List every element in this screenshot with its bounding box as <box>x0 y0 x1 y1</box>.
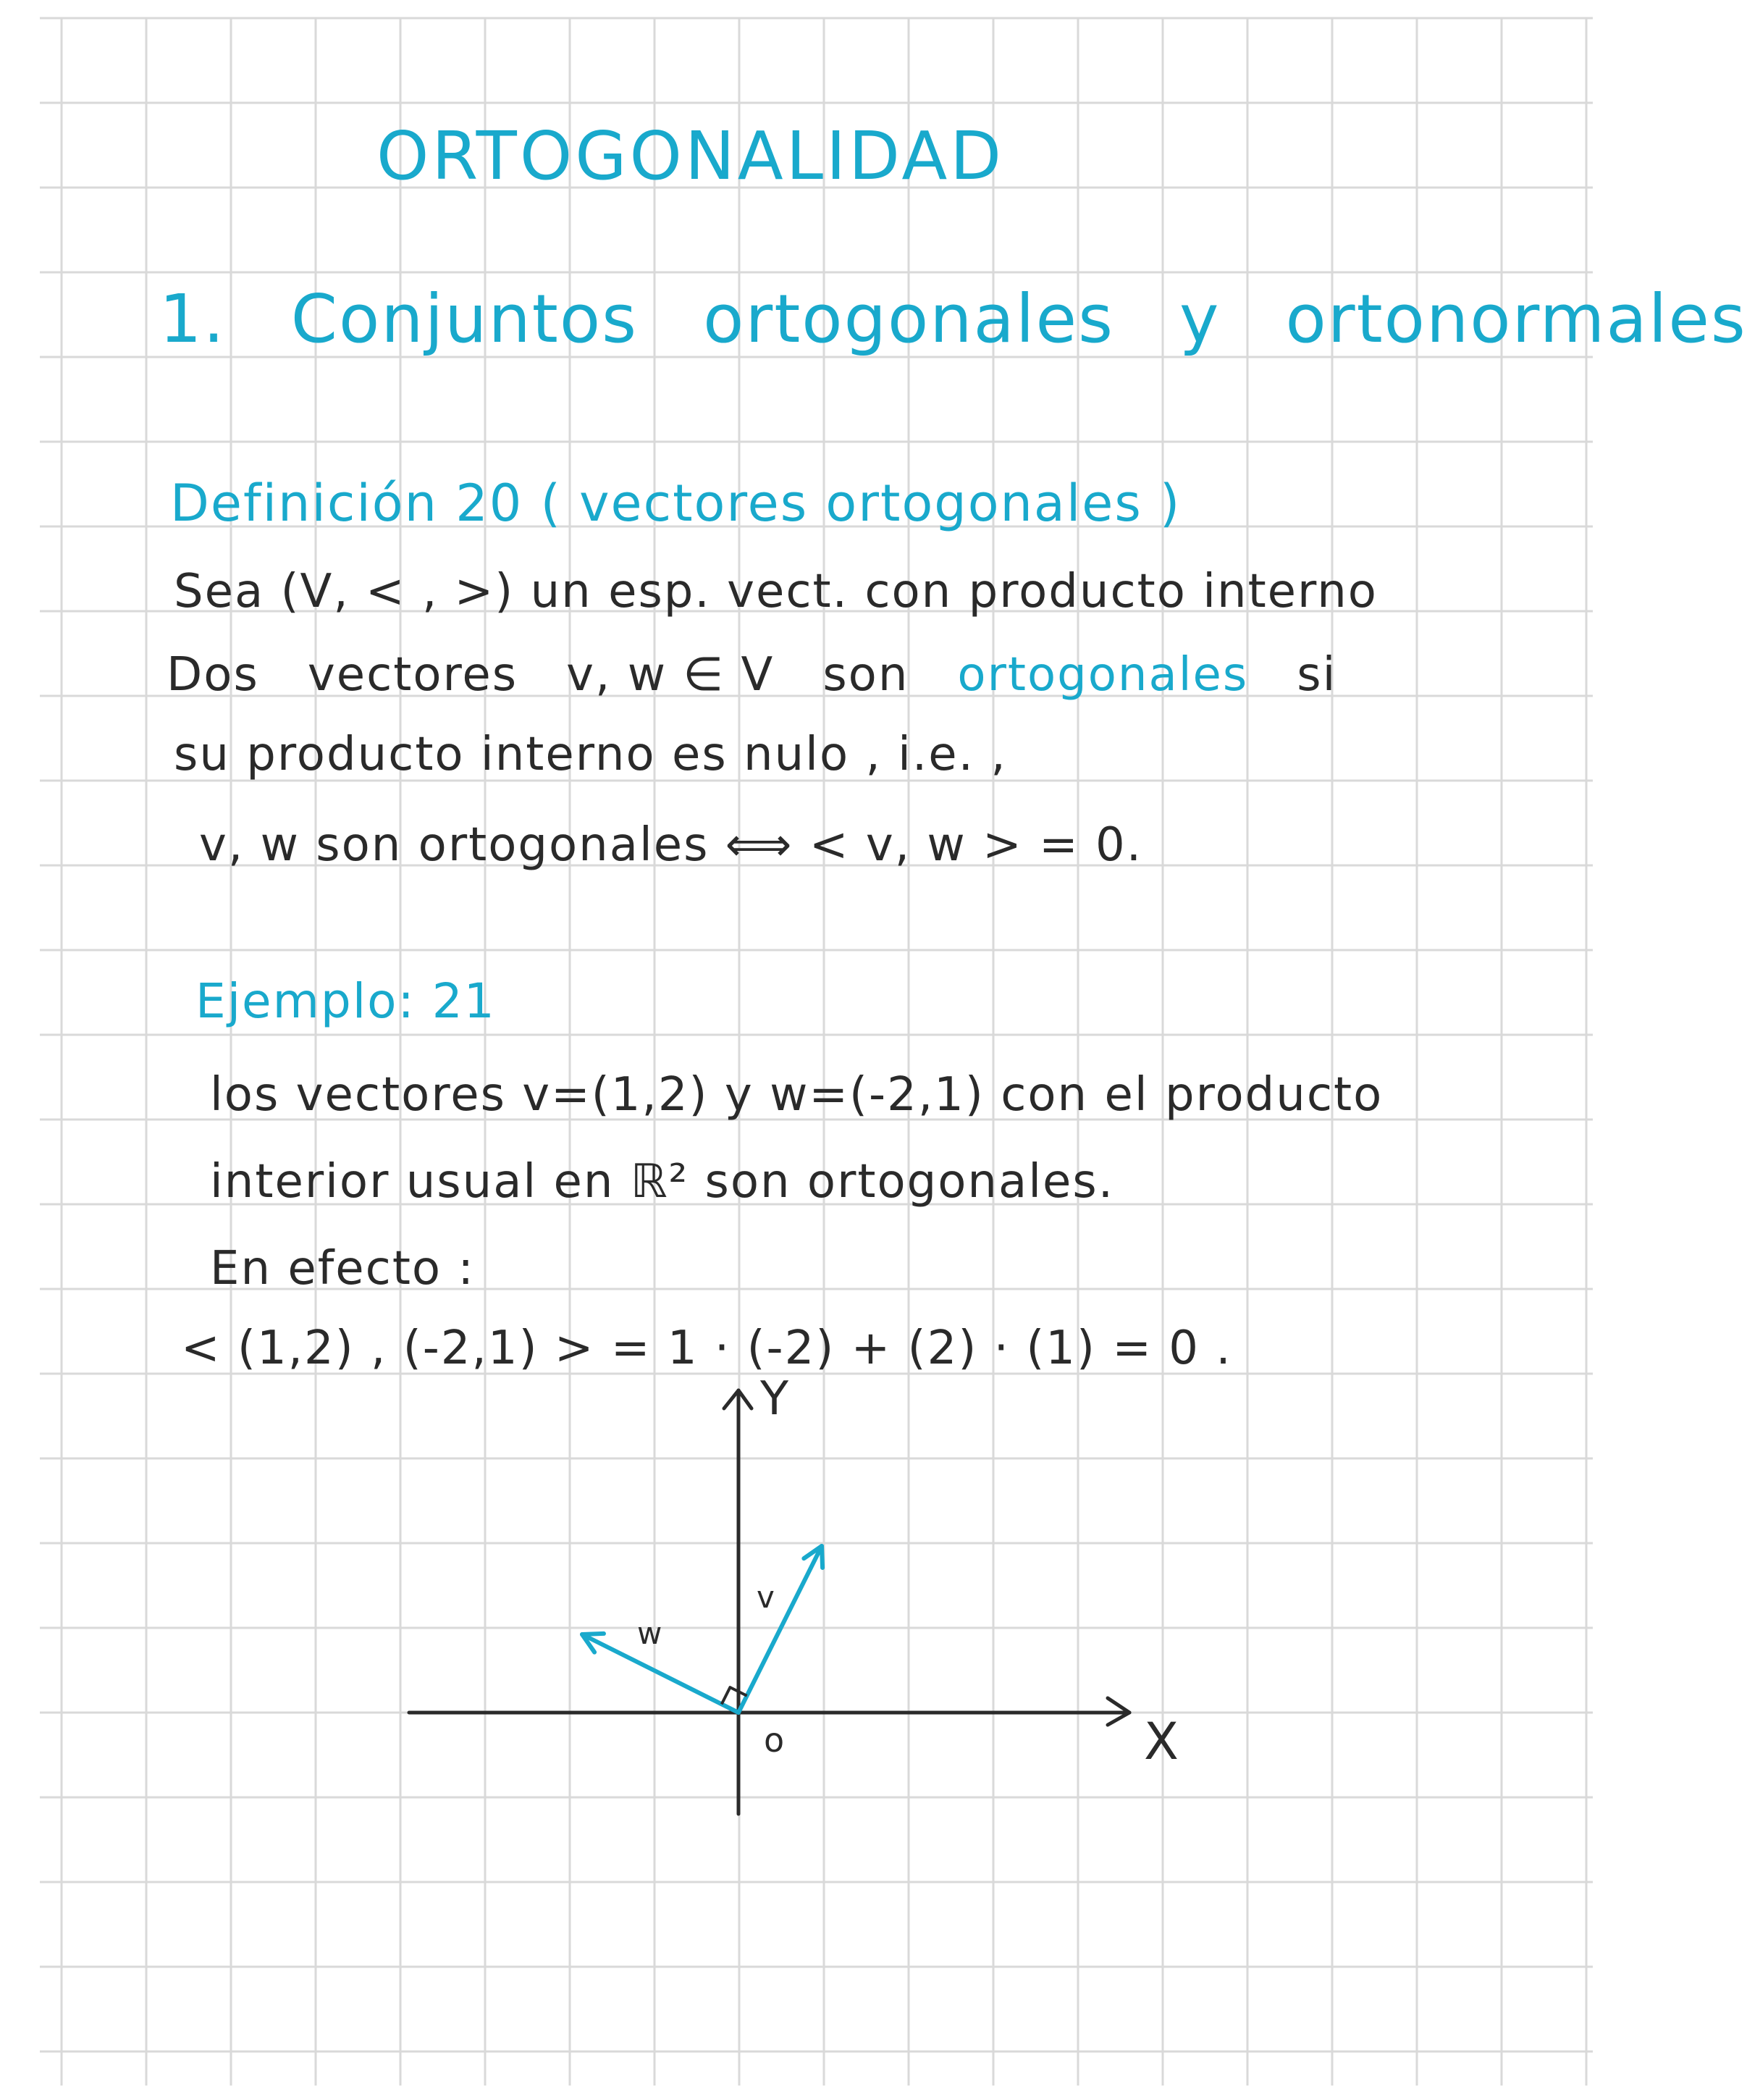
example-heading: Ejemplo: 21 <box>195 973 496 1029</box>
example-line-3: En efecto : <box>210 1242 475 1295</box>
definition-line-3: su producto interno es nulo , i.e. , <box>174 728 1007 781</box>
example-line-2: interior usual en ℝ² son ortogonales. <box>210 1155 1115 1209</box>
definition-heading: Definición 20 ( vectores ortogonales ) <box>170 474 1182 533</box>
example-line-1: los vectores v=(1,2) y w=(-2,1) con el producto <box>210 1068 1384 1122</box>
page-title: ORTOGONALIDAD <box>376 117 1005 195</box>
definition-line-2-end: si <box>1248 648 1337 702</box>
vector-w-label: w <box>637 1616 662 1651</box>
section-word-ortonormales: ortonormales <box>1285 280 1747 358</box>
definition-line-1: Sea (V, < , >) un esp. vect. con producto interno <box>174 565 1378 618</box>
vector-v-line <box>738 1546 822 1713</box>
section-word-conjuntos: Conjuntos <box>290 280 639 358</box>
section-word-y: y <box>1179 280 1221 358</box>
definition-line-4: v, w son ortogonales ⟺ < v, w > = 0. <box>199 818 1143 872</box>
example-line-4: < (1,2) , (-2,1) > = 1 · (-2) + (2) · (1) = 0 . <box>181 1322 1232 1375</box>
y-axis-label: Y <box>760 1372 789 1426</box>
section-number: 1. <box>159 280 226 358</box>
definition-line-2-start: Dos vectores v, w ∈ V son <box>167 648 958 702</box>
x-axis-label: X <box>1144 1712 1179 1771</box>
origin-label: o <box>764 1721 785 1760</box>
vector-v-label: v <box>757 1579 775 1615</box>
highlight-ortogonales: ortogonales <box>957 648 1249 702</box>
section-word-ortogonales: ortogonales <box>703 280 1115 358</box>
